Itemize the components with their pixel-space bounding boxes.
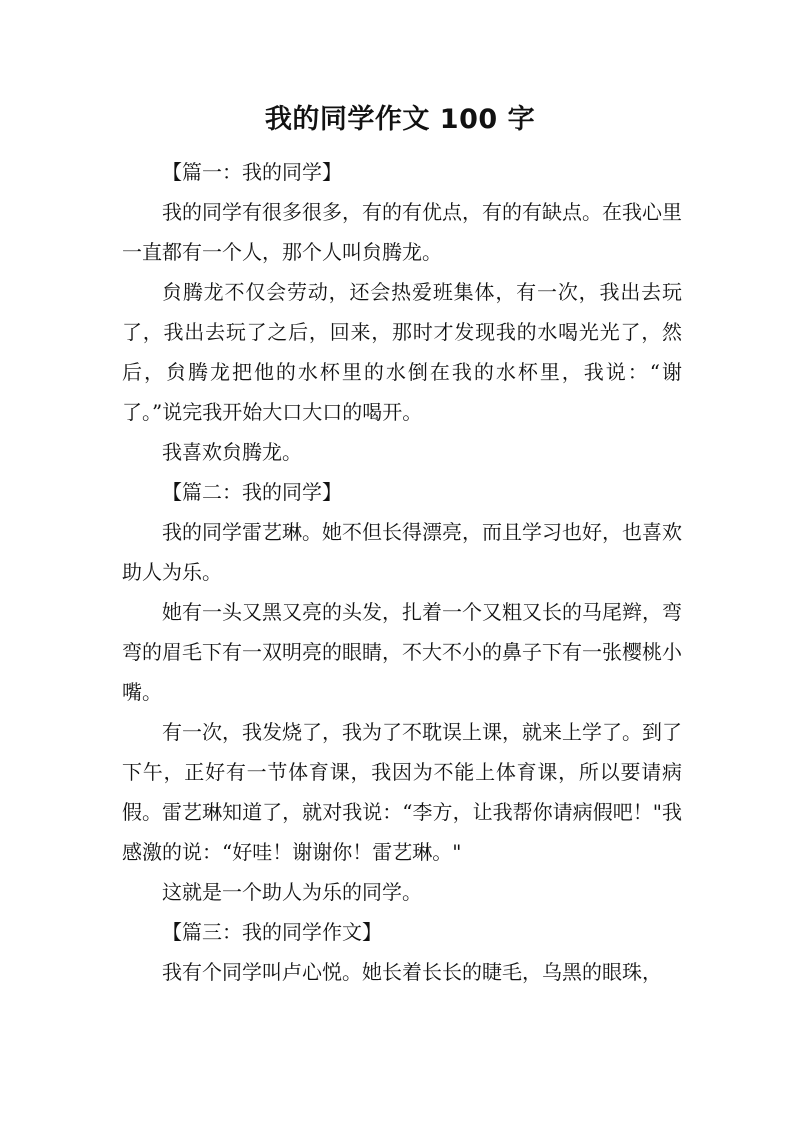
section-2 xyxy=(122,472,682,912)
paragraph: 我的同学有很多很多，有的有优点，有的有缺点。在我心里一直都有一个人，那个人叫贠腾龙。 xyxy=(122,200,682,264)
paragraph: 她有一头又黑又亮的头发，扎着一个又粗又长的马尾辫，弯弯的眉毛下有一双明亮的眼睛，不大不小的鼻子下有一张樱桃小嘴。 xyxy=(122,600,682,704)
paragraph: 这就是一个助人为乐的同学。 xyxy=(162,880,422,904)
paragraph: 贠腾龙不仅会劳动，还会热爱班集体，有一次，我出去玩了，我出去玩了之后，回来，那时才发现我的水喝光光了，然后，贠腾龙把他的水杯里的水倒在我的水杯里，我说：“谢了。”说完我开始大口大口的喝开。 xyxy=(122,280,682,424)
document-title: 我的同学作文 100 字 xyxy=(264,104,536,135)
section-heading: 【篇一：我的同学】 xyxy=(162,160,342,184)
section-1 xyxy=(122,152,682,472)
section-heading: 【篇二：我的同学】 xyxy=(162,480,342,504)
paragraph: 有一次，我发烧了，我为了不耽误上课，就来上学了。到了下午，正好有一节体育课，我因为不能上体育课，所以要请病假。雷艺琳知道了，就对我说：“李方，让我帮你请病假吧！"我感激的说：“好哇！谢谢你！雷艺琳。" xyxy=(122,720,682,864)
document-body xyxy=(122,152,682,992)
paragraph: 我的同学雷艺琳。她不但长得漂亮，而且学习也好，也喜欢助人为乐。 xyxy=(122,520,682,584)
section-heading: 【篇三：我的同学作文】 xyxy=(162,920,382,944)
paragraph: 我喜欢贠腾龙。 xyxy=(162,440,302,464)
section-3 xyxy=(122,912,682,992)
paragraph: 我有个同学叫卢心悦。她长着长长的睫毛，乌黑的眼珠， xyxy=(162,960,662,984)
